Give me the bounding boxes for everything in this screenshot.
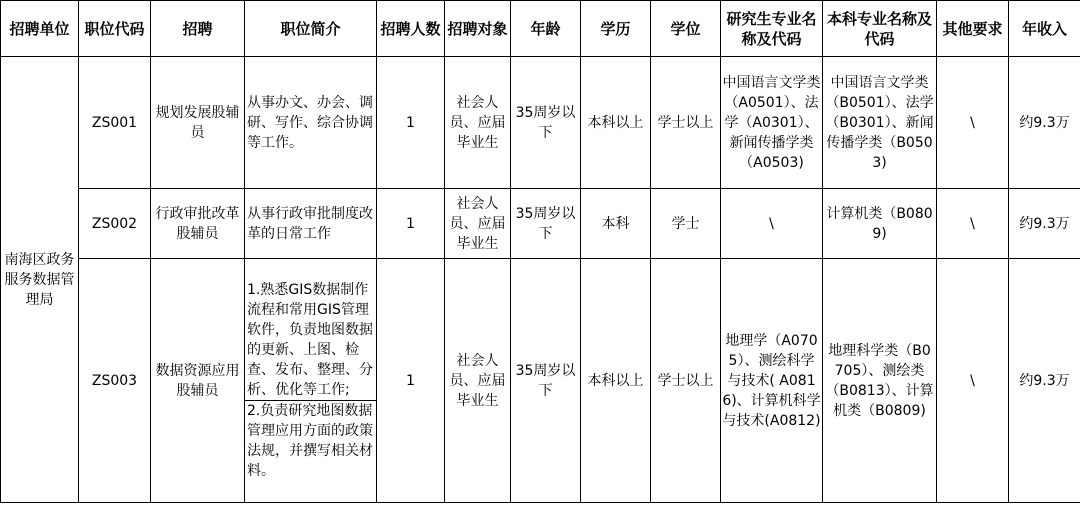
edu-cell: 本科以上 [581,57,651,189]
target-cell: 社会人员、应届毕业生 [445,189,511,259]
ug-major-cell: 中国语言文学类（B0501）、法学（B0301）、新闻传播学类（B0503) [823,57,937,189]
post-cell: 行政审批改革股辅员 [151,189,245,259]
post-cell: 规划发展股辅员 [151,57,245,189]
degree-cell: 学士以上 [651,57,721,189]
age-cell: 35周岁以下 [511,189,581,259]
header-row [1,1,1080,57]
age-cell: 35周岁以下 [511,259,581,503]
other-cell: \ [937,259,1009,503]
header-ug-major: 本科专业名称及代码 [823,1,937,57]
header-age: 年龄 [511,1,581,57]
header-unit: 招聘单位 [1,1,79,57]
desc-cell: 从事办文、办会、调研、写作、综合协调等工作。 [245,57,377,189]
post-cell: 数据资源应用股辅员 [151,259,245,503]
table-row [1,189,1080,259]
ug-major-cell: 地理科学类（B0705）、测绘类（B0813）、计算机类（B0809) [823,259,937,503]
grad-major-cell: 中国语言文学类（A0501）、法学（A0301）、新闻传播学类（A0503) [721,57,823,189]
count-cell: 1 [377,259,445,503]
desc-part-1: 1.熟悉GIS数据制作流程和常用GIS管理软件，负责地图数据的更新、上图、检查、发布、整理、分析、优化等工作; [247,282,373,398]
code-cell: ZS002 [79,189,151,259]
header-other: 其他要求 [937,1,1009,57]
header-count: 招聘人数 [377,1,445,57]
header-code: 职位代码 [79,1,151,57]
header-grad-major: 研究生专业名称及代码 [721,1,823,57]
grad-major-cell: \ [721,189,823,259]
count-cell: 1 [377,189,445,259]
header-degree: 学位 [651,1,721,57]
desc-cell [245,259,377,503]
edu-cell: 本科 [581,189,651,259]
target-cell: 社会人员、应届毕业生 [445,57,511,189]
unit-cell: 南海区政务服务数据管理局 [1,57,79,503]
header-desc: 职位简介 [245,1,377,57]
target-cell: 社会人员、应届毕业生 [445,259,511,503]
desc-part-2: 2.负责研究地图数据管理应用方面的政策法规，并撰写相关材料。 [245,400,376,481]
grad-major-cell: 地理学（A0705）、测绘科学与技术( A0816)、计算机科学与技术(A0812) [721,259,823,503]
edu-cell: 本科以上 [581,259,651,503]
desc-cell: 从事行政审批制度改革的日常工作 [245,189,377,259]
income-cell: 约9.3万 [1009,189,1080,259]
table-row [1,57,1080,189]
income-cell: 约9.3万 [1009,57,1080,189]
header-income: 年收入 [1009,1,1080,57]
header-post: 招聘 [151,1,245,57]
code-cell: ZS003 [79,259,151,503]
header-edu: 学历 [581,1,651,57]
header-target: 招聘对象 [445,1,511,57]
ug-major-cell: 计算机类（B0809) [823,189,937,259]
degree-cell: 学士以上 [651,259,721,503]
income-cell: 约9.3万 [1009,259,1080,503]
other-cell: \ [937,57,1009,189]
degree-cell: 学士 [651,189,721,259]
table-row [1,259,1080,503]
other-cell: \ [937,189,1009,259]
code-cell: ZS001 [79,57,151,189]
age-cell: 35周岁以下 [511,57,581,189]
count-cell: 1 [377,57,445,189]
